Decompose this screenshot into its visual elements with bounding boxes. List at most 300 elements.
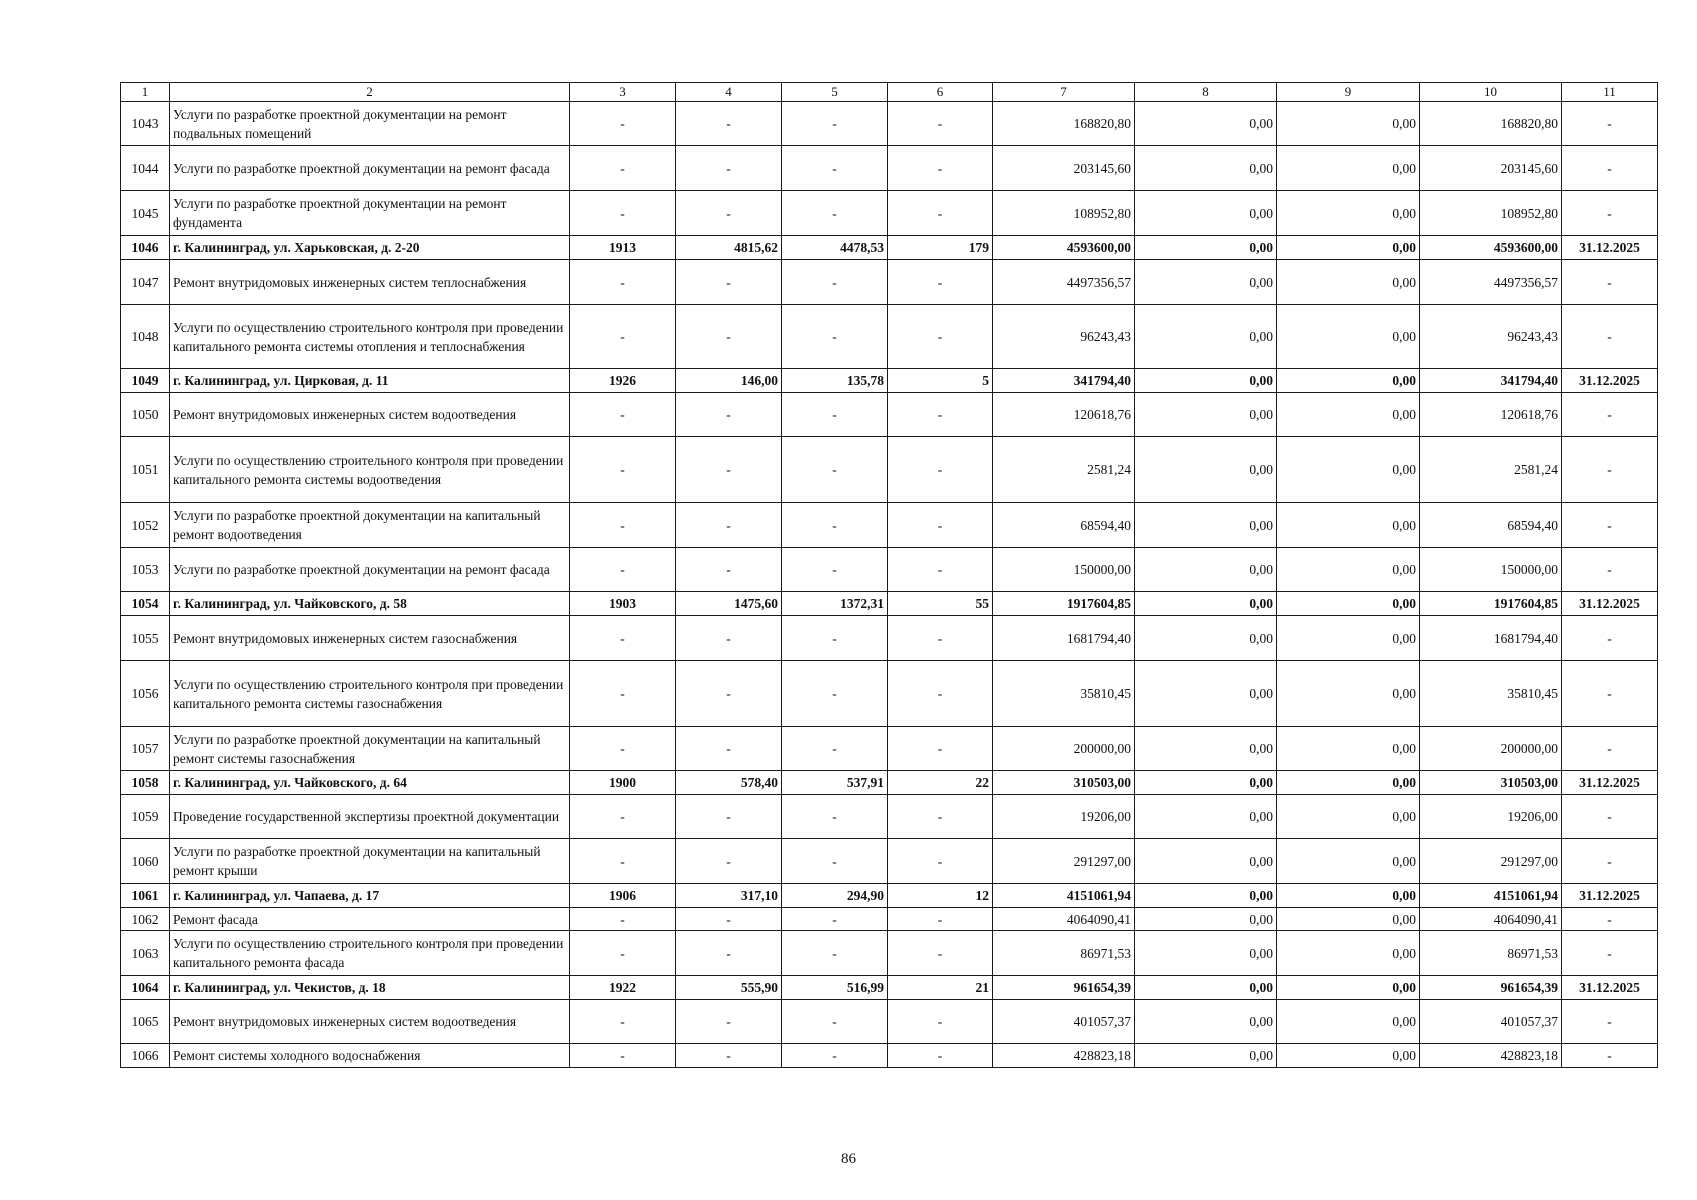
work-item-row (121, 191, 1658, 236)
col-7-cell: 168820,80 (993, 102, 1135, 146)
col-9-cell: 0,00 (1277, 146, 1420, 191)
col-11-cell: 31.12.2025 (1562, 236, 1658, 260)
col-9-cell: 0,00 (1277, 102, 1420, 146)
col-7-cell: 68594,40 (993, 503, 1135, 548)
col-11-cell: 31.12.2025 (1562, 771, 1658, 795)
col-11-cell: - (1562, 908, 1658, 931)
col-4-cell: - (676, 260, 782, 305)
work-item-row (121, 102, 1658, 146)
col-3-cell: 1913 (570, 236, 676, 260)
col-8-cell: 0,00 (1135, 369, 1277, 393)
col-11-cell: - (1562, 616, 1658, 661)
row-number-cell: 1060 (121, 839, 170, 884)
col-11-cell: - (1562, 260, 1658, 305)
col-4-cell: - (676, 191, 782, 236)
col-5-cell: - (782, 1000, 888, 1044)
col-3-cell: - (570, 839, 676, 884)
column-header: 2 (170, 83, 570, 102)
col-8-cell: 0,00 (1135, 1000, 1277, 1044)
col-9-cell: 0,00 (1277, 503, 1420, 548)
col-11-cell: - (1562, 548, 1658, 592)
col-10-cell: 4064090,41 (1420, 908, 1562, 931)
row-number-cell: 1053 (121, 548, 170, 592)
col-8-cell: 0,00 (1135, 437, 1277, 503)
row-number-cell: 1049 (121, 369, 170, 393)
col-6-cell: - (888, 661, 993, 727)
col-3-cell: - (570, 260, 676, 305)
col-9-cell: 0,00 (1277, 839, 1420, 884)
col-11-cell: - (1562, 795, 1658, 839)
work-item-row (121, 305, 1658, 369)
col-6-cell: - (888, 908, 993, 931)
col-4-cell: 555,90 (676, 976, 782, 1000)
col-11-cell: - (1562, 1044, 1658, 1068)
col-7-cell: 120618,76 (993, 393, 1135, 437)
col-5-cell: - (782, 727, 888, 771)
table-body (121, 83, 1658, 1068)
col-4-cell: - (676, 305, 782, 369)
col-9-cell: 0,00 (1277, 369, 1420, 393)
col-4-cell: - (676, 908, 782, 931)
col-4-cell: - (676, 616, 782, 661)
col-6-cell: - (888, 393, 993, 437)
col-5-cell: 537,91 (782, 771, 888, 795)
col-9-cell: 0,00 (1277, 236, 1420, 260)
row-number-cell: 1050 (121, 393, 170, 437)
col-4-cell: 146,00 (676, 369, 782, 393)
work-description-cell: Услуги по разработке проектной документации на капитальный ремонт крыши (170, 839, 570, 884)
work-description-cell: г. Калининград, ул. Чекистов, д. 18 (170, 976, 570, 1000)
row-number-cell: 1058 (121, 771, 170, 795)
address-row (121, 236, 1658, 260)
work-description-cell: г. Калининград, ул. Цирковая, д. 11 (170, 369, 570, 393)
col-8-cell: 0,00 (1135, 908, 1277, 931)
work-description-cell: Услуги по разработке проектной документации на ремонт подвальных помещений (170, 102, 570, 146)
col-4-cell: - (676, 661, 782, 727)
col-11-cell: 31.12.2025 (1562, 592, 1658, 616)
row-number-cell: 1063 (121, 931, 170, 976)
address-row (121, 771, 1658, 795)
row-number-cell: 1043 (121, 102, 170, 146)
col-5-cell: - (782, 616, 888, 661)
col-9-cell: 0,00 (1277, 908, 1420, 931)
col-10-cell: 2581,24 (1420, 437, 1562, 503)
col-3-cell: - (570, 795, 676, 839)
col-6-cell: 55 (888, 592, 993, 616)
col-7-cell: 86971,53 (993, 931, 1135, 976)
row-number-cell: 1052 (121, 503, 170, 548)
col-8-cell: 0,00 (1135, 771, 1277, 795)
col-7-cell: 200000,00 (993, 727, 1135, 771)
col-7-cell: 4151061,94 (993, 884, 1135, 908)
work-description-cell: г. Калининград, ул. Чайковского, д. 64 (170, 771, 570, 795)
work-description-cell: г. Калининград, ул. Чапаева, д. 17 (170, 884, 570, 908)
col-6-cell: 5 (888, 369, 993, 393)
col-10-cell: 341794,40 (1420, 369, 1562, 393)
address-row (121, 884, 1658, 908)
row-number-cell: 1055 (121, 616, 170, 661)
address-row (121, 369, 1658, 393)
col-5-cell: - (782, 437, 888, 503)
row-number-cell: 1047 (121, 260, 170, 305)
col-3-cell: 1903 (570, 592, 676, 616)
column-header: 8 (1135, 83, 1277, 102)
col-6-cell: - (888, 503, 993, 548)
work-description-cell: Услуги по разработке проектной документации на ремонт фундамента (170, 191, 570, 236)
col-5-cell: - (782, 1044, 888, 1068)
col-3-cell: - (570, 305, 676, 369)
col-9-cell: 0,00 (1277, 260, 1420, 305)
col-3-cell: - (570, 931, 676, 976)
col-4-cell: - (676, 503, 782, 548)
column-header: 11 (1562, 83, 1658, 102)
col-4-cell: - (676, 1044, 782, 1068)
col-7-cell: 19206,00 (993, 795, 1135, 839)
col-9-cell: 0,00 (1277, 976, 1420, 1000)
col-9-cell: 0,00 (1277, 393, 1420, 437)
row-number-cell: 1062 (121, 908, 170, 931)
col-9-cell: 0,00 (1277, 437, 1420, 503)
col-4-cell: 317,10 (676, 884, 782, 908)
row-number-cell: 1051 (121, 437, 170, 503)
work-description-cell: Ремонт внутридомовых инженерных систем теплоснабжения (170, 260, 570, 305)
repair-program-table (120, 82, 1658, 1068)
work-description-cell: г. Калининград, ул. Харьковская, д. 2-20 (170, 236, 570, 260)
col-8-cell: 0,00 (1135, 616, 1277, 661)
col-10-cell: 168820,80 (1420, 102, 1562, 146)
column-header: 10 (1420, 83, 1562, 102)
work-description-cell: г. Калининград, ул. Чайковского, д. 58 (170, 592, 570, 616)
col-5-cell: - (782, 795, 888, 839)
column-header: 9 (1277, 83, 1420, 102)
col-7-cell: 1681794,40 (993, 616, 1135, 661)
col-4-cell: - (676, 548, 782, 592)
col-4-cell: - (676, 931, 782, 976)
col-3-cell: - (570, 393, 676, 437)
col-10-cell: 4593600,00 (1420, 236, 1562, 260)
col-4-cell: 4815,62 (676, 236, 782, 260)
col-10-cell: 35810,45 (1420, 661, 1562, 727)
col-11-cell: - (1562, 146, 1658, 191)
address-row (121, 592, 1658, 616)
col-7-cell: 4064090,41 (993, 908, 1135, 931)
col-5-cell: 135,78 (782, 369, 888, 393)
col-5-cell: - (782, 839, 888, 884)
row-number-cell: 1046 (121, 236, 170, 260)
work-item-row (121, 146, 1658, 191)
col-7-cell: 291297,00 (993, 839, 1135, 884)
address-row (121, 976, 1658, 1000)
col-3-cell: - (570, 102, 676, 146)
col-9-cell: 0,00 (1277, 795, 1420, 839)
col-11-cell: - (1562, 191, 1658, 236)
col-10-cell: 96243,43 (1420, 305, 1562, 369)
col-10-cell: 4497356,57 (1420, 260, 1562, 305)
col-3-cell: - (570, 1000, 676, 1044)
col-8-cell: 0,00 (1135, 260, 1277, 305)
col-7-cell: 4593600,00 (993, 236, 1135, 260)
col-8-cell: 0,00 (1135, 795, 1277, 839)
col-3-cell: 1922 (570, 976, 676, 1000)
col-7-cell: 341794,40 (993, 369, 1135, 393)
col-10-cell: 1917604,85 (1420, 592, 1562, 616)
col-7-cell: 1917604,85 (993, 592, 1135, 616)
work-description-cell: Услуги по разработке проектной документации на капитальный ремонт водоотведения (170, 503, 570, 548)
col-10-cell: 86971,53 (1420, 931, 1562, 976)
col-11-cell: - (1562, 727, 1658, 771)
col-11-cell: - (1562, 503, 1658, 548)
col-7-cell: 4497356,57 (993, 260, 1135, 305)
col-11-cell: - (1562, 661, 1658, 727)
col-7-cell: 96243,43 (993, 305, 1135, 369)
col-10-cell: 1681794,40 (1420, 616, 1562, 661)
col-3-cell: 1906 (570, 884, 676, 908)
column-header: 5 (782, 83, 888, 102)
col-6-cell: - (888, 437, 993, 503)
col-7-cell: 428823,18 (993, 1044, 1135, 1068)
work-item-row (121, 260, 1658, 305)
col-9-cell: 0,00 (1277, 592, 1420, 616)
col-10-cell: 4151061,94 (1420, 884, 1562, 908)
work-description-cell: Услуги по осуществлению строительного контроля при проведении капитального ремонта системы газоснабжения (170, 661, 570, 727)
col-11-cell: 31.12.2025 (1562, 976, 1658, 1000)
col-6-cell: - (888, 839, 993, 884)
row-number-cell: 1044 (121, 146, 170, 191)
col-8-cell: 0,00 (1135, 727, 1277, 771)
work-item-row (121, 727, 1658, 771)
col-5-cell: - (782, 146, 888, 191)
col-3-cell: - (570, 727, 676, 771)
col-3-cell: - (570, 146, 676, 191)
col-10-cell: 428823,18 (1420, 1044, 1562, 1068)
work-item-row (121, 661, 1658, 727)
col-9-cell: 0,00 (1277, 548, 1420, 592)
work-description-cell: Ремонт внутридомовых инженерных систем водоотведения (170, 1000, 570, 1044)
col-5-cell: - (782, 503, 888, 548)
col-7-cell: 108952,80 (993, 191, 1135, 236)
col-6-cell: 179 (888, 236, 993, 260)
col-4-cell: - (676, 795, 782, 839)
col-5-cell: - (782, 908, 888, 931)
work-item-row (121, 1044, 1658, 1068)
col-6-cell: - (888, 727, 993, 771)
col-10-cell: 150000,00 (1420, 548, 1562, 592)
col-5-cell: 1372,31 (782, 592, 888, 616)
col-6-cell: - (888, 305, 993, 369)
col-5-cell: - (782, 393, 888, 437)
col-4-cell: - (676, 102, 782, 146)
row-number-cell: 1045 (121, 191, 170, 236)
col-9-cell: 0,00 (1277, 884, 1420, 908)
col-8-cell: 0,00 (1135, 839, 1277, 884)
col-5-cell: - (782, 548, 888, 592)
col-8-cell: 0,00 (1135, 976, 1277, 1000)
col-6-cell: - (888, 931, 993, 976)
col-8-cell: 0,00 (1135, 146, 1277, 191)
col-8-cell: 0,00 (1135, 191, 1277, 236)
col-6-cell: 22 (888, 771, 993, 795)
col-4-cell: - (676, 727, 782, 771)
work-description-cell: Услуги по разработке проектной документации на ремонт фасада (170, 146, 570, 191)
column-header: 3 (570, 83, 676, 102)
col-5-cell: - (782, 661, 888, 727)
col-9-cell: 0,00 (1277, 931, 1420, 976)
col-6-cell: - (888, 102, 993, 146)
col-6-cell: - (888, 191, 993, 236)
col-8-cell: 0,00 (1135, 1044, 1277, 1068)
document-sheet (120, 82, 1658, 1068)
col-5-cell: - (782, 305, 888, 369)
col-7-cell: 2581,24 (993, 437, 1135, 503)
col-3-cell: 1926 (570, 369, 676, 393)
col-3-cell: - (570, 661, 676, 727)
col-9-cell: 0,00 (1277, 771, 1420, 795)
col-6-cell: - (888, 146, 993, 191)
work-item-row (121, 437, 1658, 503)
work-description-cell: Услуги по осуществлению строительного контроля при проведении капитального ремонта фасада (170, 931, 570, 976)
row-number-cell: 1066 (121, 1044, 170, 1068)
work-item-row (121, 795, 1658, 839)
col-11-cell: - (1562, 1000, 1658, 1044)
col-9-cell: 0,00 (1277, 1044, 1420, 1068)
work-description-cell: Проведение государственной экспертизы проектной документации (170, 795, 570, 839)
col-11-cell: 31.12.2025 (1562, 884, 1658, 908)
row-number-cell: 1056 (121, 661, 170, 727)
col-9-cell: 0,00 (1277, 727, 1420, 771)
col-6-cell: - (888, 260, 993, 305)
col-7-cell: 961654,39 (993, 976, 1135, 1000)
work-description-cell: Услуги по осуществлению строительного контроля при проведении капитального ремонта системы водоотведения (170, 437, 570, 503)
col-5-cell: - (782, 260, 888, 305)
page-number: 86 (841, 1151, 856, 1167)
work-item-row (121, 1000, 1658, 1044)
col-10-cell: 200000,00 (1420, 727, 1562, 771)
col-6-cell: 21 (888, 976, 993, 1000)
col-3-cell: - (570, 616, 676, 661)
col-8-cell: 0,00 (1135, 503, 1277, 548)
col-10-cell: 961654,39 (1420, 976, 1562, 1000)
col-10-cell: 120618,76 (1420, 393, 1562, 437)
work-description-cell: Ремонт внутридомовых инженерных систем водоотведения (170, 393, 570, 437)
work-item-row (121, 503, 1658, 548)
col-11-cell: 31.12.2025 (1562, 369, 1658, 393)
col-3-cell: - (570, 191, 676, 236)
col-8-cell: 0,00 (1135, 548, 1277, 592)
col-3-cell: - (570, 437, 676, 503)
col-10-cell: 401057,37 (1420, 1000, 1562, 1044)
col-11-cell: - (1562, 102, 1658, 146)
col-8-cell: 0,00 (1135, 931, 1277, 976)
work-description-cell: Услуги по разработке проектной документации на ремонт фасада (170, 548, 570, 592)
col-11-cell: - (1562, 305, 1658, 369)
col-10-cell: 203145,60 (1420, 146, 1562, 191)
column-header: 4 (676, 83, 782, 102)
col-5-cell: 4478,53 (782, 236, 888, 260)
work-item-row (121, 839, 1658, 884)
col-6-cell: - (888, 1044, 993, 1068)
col-5-cell: - (782, 931, 888, 976)
col-4-cell: 578,40 (676, 771, 782, 795)
row-number-cell: 1065 (121, 1000, 170, 1044)
col-3-cell: - (570, 1044, 676, 1068)
col-3-cell: 1900 (570, 771, 676, 795)
col-5-cell: - (782, 191, 888, 236)
col-7-cell: 401057,37 (993, 1000, 1135, 1044)
col-8-cell: 0,00 (1135, 592, 1277, 616)
column-header: 6 (888, 83, 993, 102)
work-item-row (121, 616, 1658, 661)
col-11-cell: - (1562, 931, 1658, 976)
work-description-cell: Услуги по осуществлению строительного контроля при проведении капитального ремонта системы отопления и теплоснабжения (170, 305, 570, 369)
col-10-cell: 310503,00 (1420, 771, 1562, 795)
work-item-row (121, 908, 1658, 931)
row-number-cell: 1059 (121, 795, 170, 839)
col-6-cell: 12 (888, 884, 993, 908)
col-5-cell: 516,99 (782, 976, 888, 1000)
col-9-cell: 0,00 (1277, 305, 1420, 369)
work-description-cell: Ремонт внутридомовых инженерных систем газоснабжения (170, 616, 570, 661)
work-item-row (121, 931, 1658, 976)
col-3-cell: - (570, 548, 676, 592)
col-10-cell: 108952,80 (1420, 191, 1562, 236)
col-6-cell: - (888, 616, 993, 661)
col-8-cell: 0,00 (1135, 305, 1277, 369)
row-number-cell: 1048 (121, 305, 170, 369)
column-number-header-row (121, 83, 1658, 102)
col-9-cell: 0,00 (1277, 191, 1420, 236)
col-8-cell: 0,00 (1135, 393, 1277, 437)
col-5-cell: 294,90 (782, 884, 888, 908)
row-number-cell: 1061 (121, 884, 170, 908)
row-number-cell: 1064 (121, 976, 170, 1000)
col-7-cell: 310503,00 (993, 771, 1135, 795)
col-4-cell: - (676, 437, 782, 503)
col-7-cell: 150000,00 (993, 548, 1135, 592)
col-10-cell: 19206,00 (1420, 795, 1562, 839)
col-8-cell: 0,00 (1135, 884, 1277, 908)
col-4-cell: - (676, 839, 782, 884)
work-description-cell: Ремонт системы холодного водоснабжения (170, 1044, 570, 1068)
col-10-cell: 291297,00 (1420, 839, 1562, 884)
row-number-cell: 1057 (121, 727, 170, 771)
col-11-cell: - (1562, 839, 1658, 884)
work-description-cell: Услуги по разработке проектной документации на капитальный ремонт системы газоснабжения (170, 727, 570, 771)
col-7-cell: 203145,60 (993, 146, 1135, 191)
col-6-cell: - (888, 548, 993, 592)
col-5-cell: - (782, 102, 888, 146)
col-7-cell: 35810,45 (993, 661, 1135, 727)
work-item-row (121, 548, 1658, 592)
col-9-cell: 0,00 (1277, 1000, 1420, 1044)
col-8-cell: 0,00 (1135, 661, 1277, 727)
col-11-cell: - (1562, 393, 1658, 437)
work-item-row (121, 393, 1658, 437)
column-header: 1 (121, 83, 170, 102)
col-4-cell: - (676, 146, 782, 191)
col-8-cell: 0,00 (1135, 236, 1277, 260)
col-4-cell: - (676, 393, 782, 437)
col-8-cell: 0,00 (1135, 102, 1277, 146)
col-9-cell: 0,00 (1277, 616, 1420, 661)
column-header: 7 (993, 83, 1135, 102)
row-number-cell: 1054 (121, 592, 170, 616)
col-4-cell: 1475,60 (676, 592, 782, 616)
col-6-cell: - (888, 795, 993, 839)
col-3-cell: - (570, 908, 676, 931)
col-4-cell: - (676, 1000, 782, 1044)
col-6-cell: - (888, 1000, 993, 1044)
work-description-cell: Ремонт фасада (170, 908, 570, 931)
